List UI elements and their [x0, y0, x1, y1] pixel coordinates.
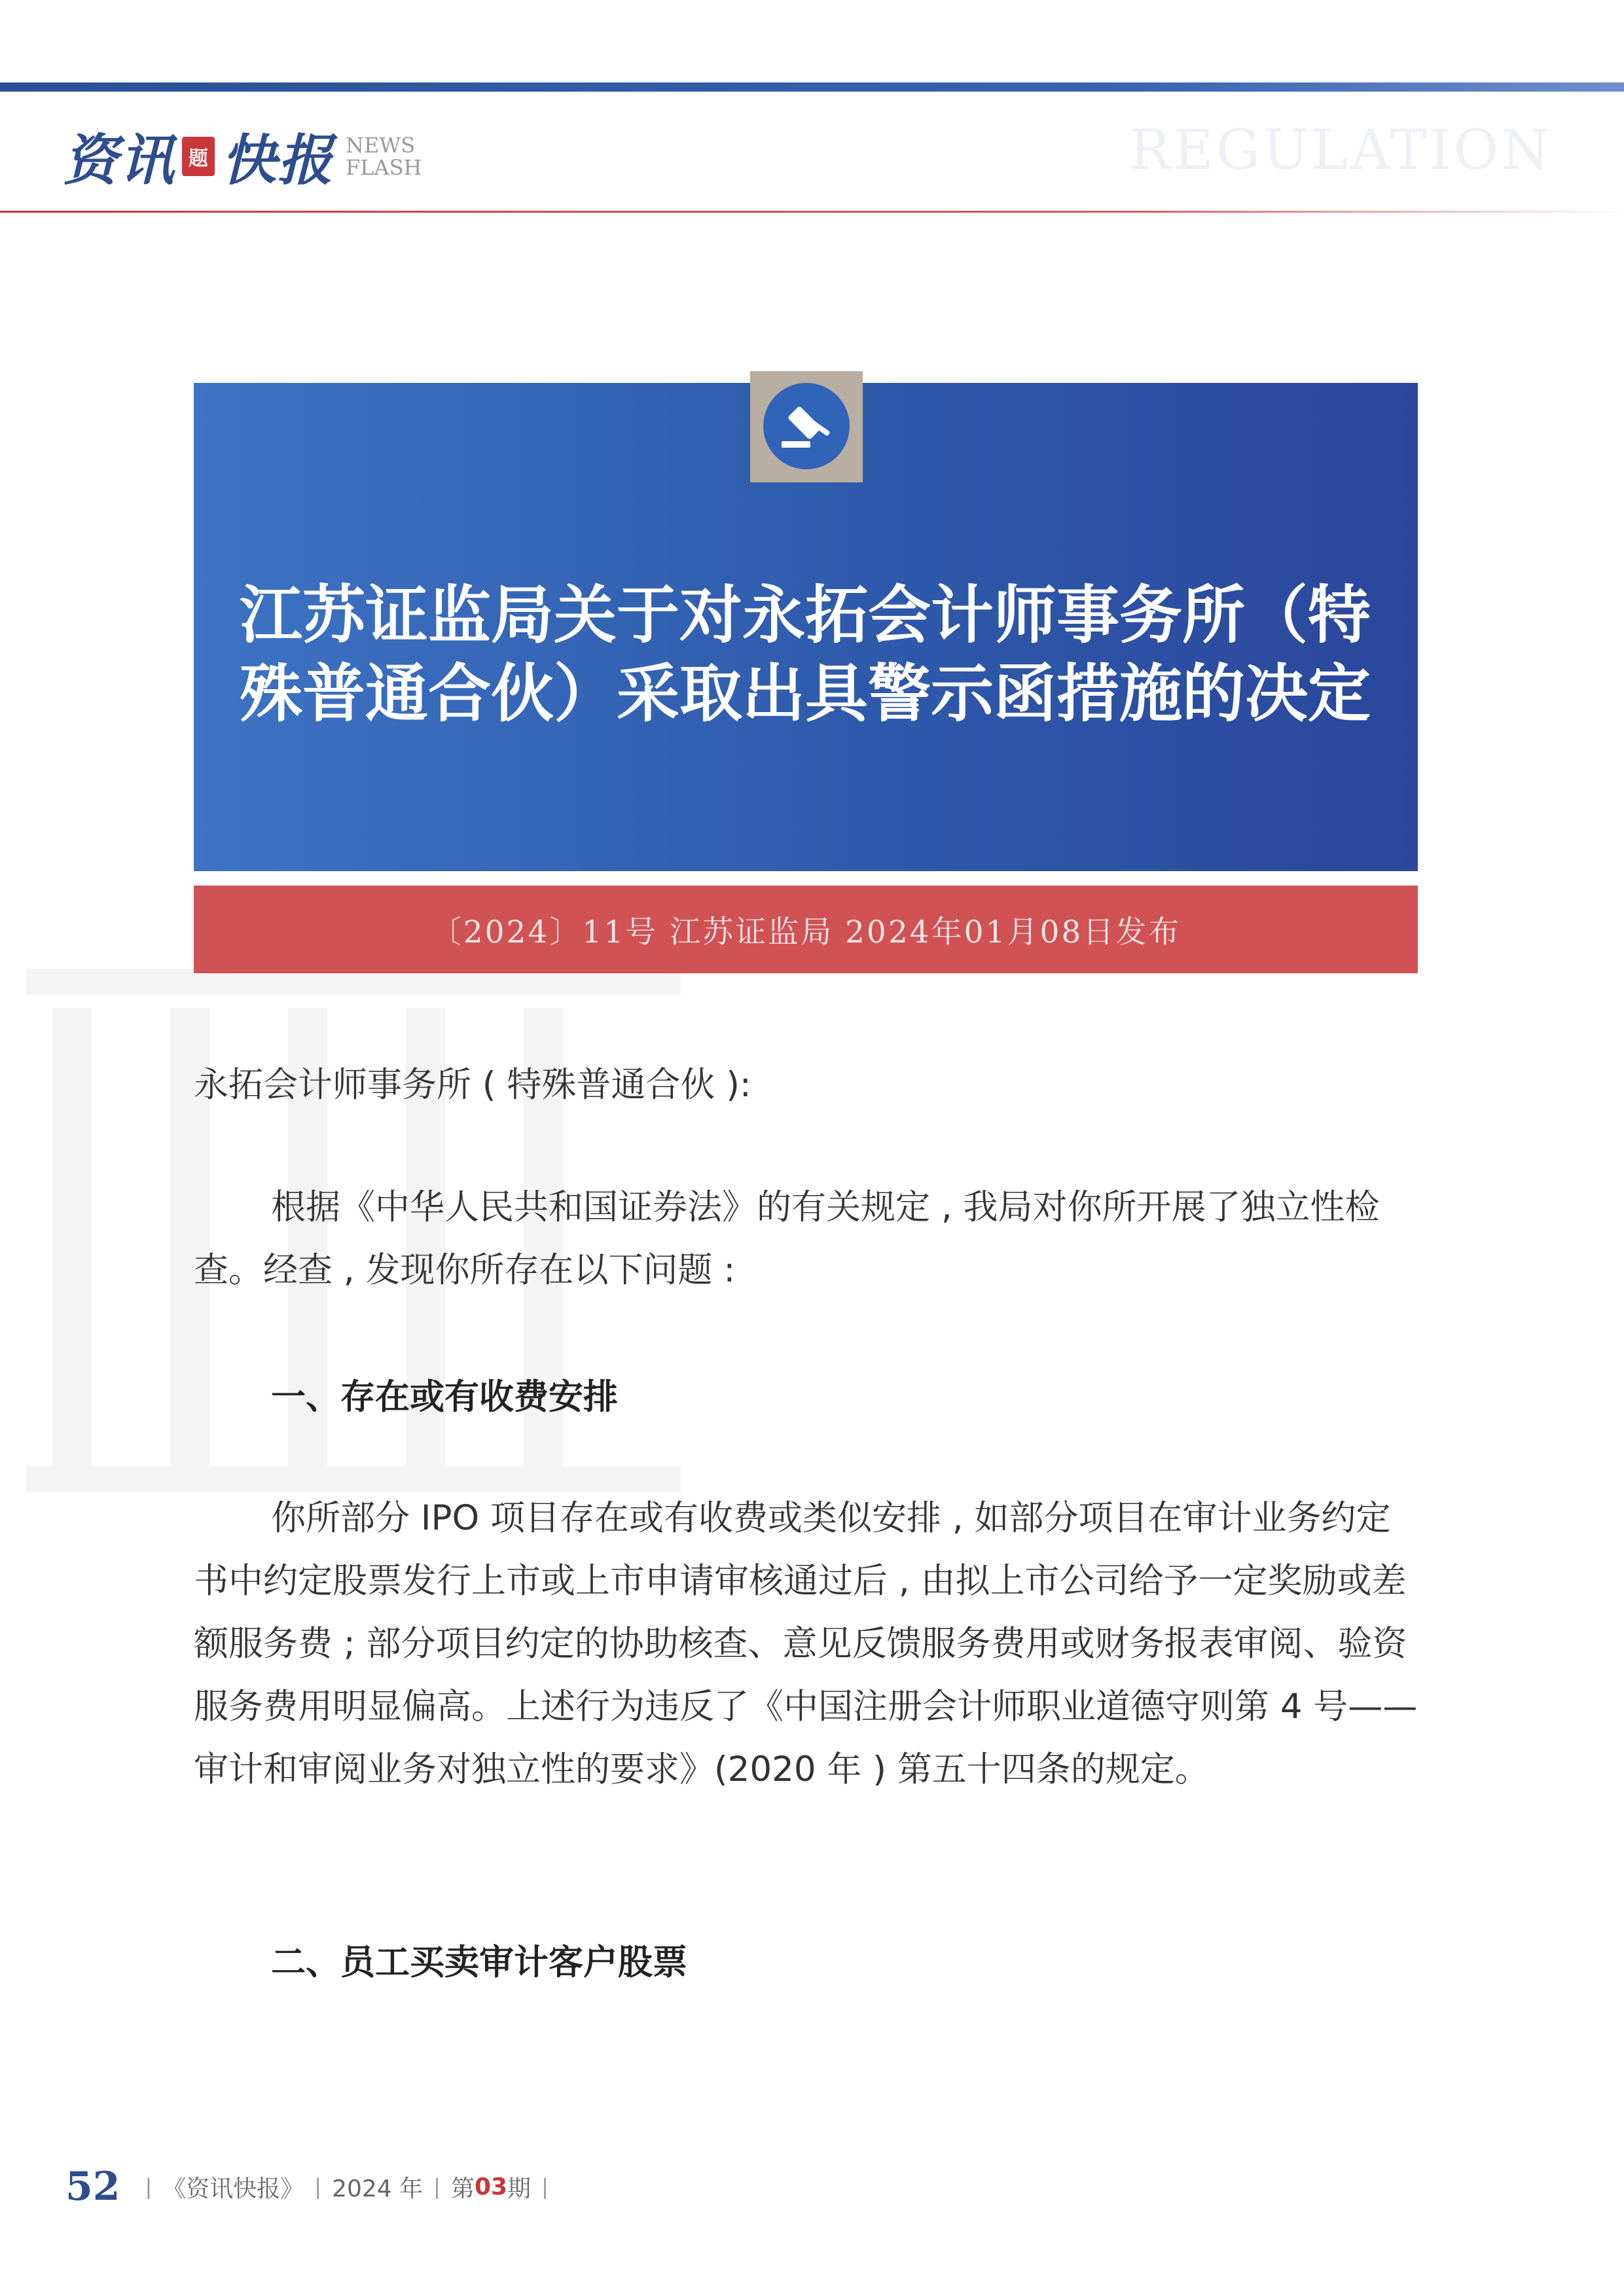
issue-prefix: 第 — [450, 2175, 475, 2202]
section-heading-2: 二、员工买卖审计客户股票 — [271, 1943, 687, 1982]
brand-logo — [63, 117, 422, 196]
header-divider — [0, 211, 1624, 213]
page-footer: 52 | 《资讯快报》 | 2024 年 | 第 03 期 | — [65, 2164, 549, 2210]
issue-suffix: 期 — [507, 2175, 532, 2202]
issue-number: 03 — [474, 2173, 508, 2200]
brand-seal: 题 — [182, 137, 215, 176]
document-title: 江苏证监局关于对永拓会计师事务所（特殊普通合伙）采取出具警示函措施的决定 — [240, 579, 1371, 730]
gavel-icon — [762, 381, 851, 471]
publication-name: 《资讯快报》 — [162, 2175, 304, 2202]
footer-year: 2024 年 — [332, 2175, 424, 2202]
section-heading-1: 一、存在或有收费安排 — [271, 1377, 618, 1417]
header-top-bar — [0, 82, 1624, 92]
header-watermark: REGULATION — [1129, 118, 1552, 182]
section-paragraph-1: 你所部分 IPO 项目存在或有收费或类似安排 , 如部分项目在审计业务约定书中约定股票发行上市或上市申请审核通过后 , 由拟上市公司给予一定奖励或差额服务费 ; 部分项目约定的协助核查、意见反馈服务费用或财务报表审阅、验资服务费用明显偏高。上述行为违反了《中国注册会计师职业道德守则第 4 号——审计和审阅业务对独立性的要求》(2020 年 ) 第五十四条的规定。 — [194, 1498, 1418, 1789]
brand-english: NEWS FLASH — [346, 132, 422, 180]
page-number: 52 — [65, 2164, 120, 2210]
salutation: 永拓会计师事务所 ( 特殊普通合伙 ): — [194, 1065, 751, 1105]
brand-text-right: 快报 — [221, 128, 334, 192]
intro-paragraph: 根据《中华人民共和国证券法》的有关规定 , 我局对你所开展了独立性检查。经查 , 发现你所存在以下问题 : — [194, 1187, 1380, 1290]
brand-text-left: 资讯 — [63, 128, 176, 192]
document-meta: 〔2024〕11号 江苏证监局 2024年01月08日发布 — [194, 886, 1418, 973]
